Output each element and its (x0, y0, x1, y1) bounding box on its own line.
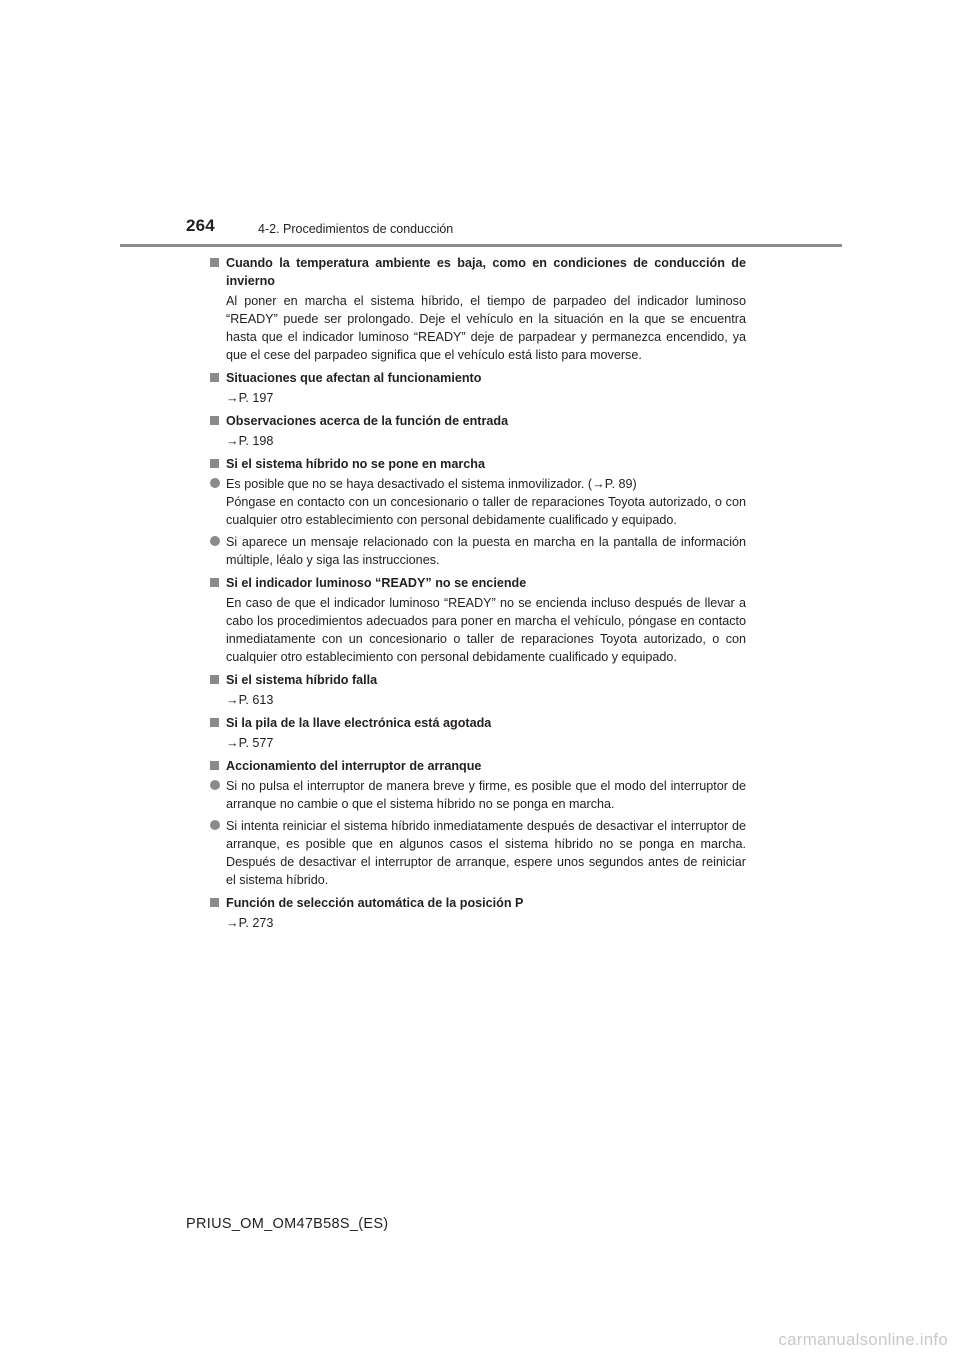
bullet-item (210, 817, 746, 889)
bullet-text: Si no pulsa el interruptor de manera breve y firme, es posible que el modo del interruptor de arranque no cambie o que el sistema híbrido no se ponga en marcha. (226, 779, 746, 811)
topic-body (210, 292, 746, 364)
topic-cold-weather (210, 254, 746, 364)
topic-heading (210, 369, 746, 387)
topic-heading (210, 574, 746, 592)
document-code: PRIUS_OM_OM47B58S_(ES) (186, 1216, 389, 1232)
topic-body-text: Al poner en marcha el sistema híbrido, el tiempo de parpadeo del indicador luminoso “READY” puede ser prolongado. Deje el vehículo en la situación en la que se encuentra hasta que el indicador luminoso “READY” deje de parpadear y permanezca encendido, ya que el cese del parpadeo significa que el vehículo está listo para moverse. (226, 294, 746, 362)
square-bullet-icon (210, 578, 219, 587)
round-bullet-icon (210, 820, 220, 830)
square-bullet-icon (210, 718, 219, 727)
topic-heading-text: Accionamiento del interruptor de arranque (226, 759, 482, 773)
bullet-text-continued: Póngase en contacto con un concesionario o taller de reparaciones Toyota autorizado, o con cualquier otro establecimiento con personal debidamente cualificado y equipado. (226, 495, 746, 527)
square-bullet-icon (210, 761, 219, 770)
square-bullet-icon (210, 459, 219, 468)
page-reference-link[interactable]: →P. 198 (226, 434, 274, 448)
page-number: 264 (186, 216, 215, 235)
topic-heading-text: Si el sistema híbrido no se pone en marcha (226, 457, 485, 471)
square-bullet-icon (210, 373, 219, 382)
page-reference-link[interactable]: →P. 197 (226, 391, 274, 405)
topic-heading-text: Situaciones que afectan al funcionamiento (226, 371, 482, 385)
topic-body (210, 594, 746, 666)
topic-ready-not-lit (210, 574, 746, 666)
topic-heading (210, 894, 746, 912)
square-bullet-icon (210, 416, 219, 425)
bullet-item (210, 777, 746, 813)
topic-heading (210, 412, 746, 430)
round-bullet-icon (210, 780, 220, 790)
page-reference-link[interactable]: →P. 613 (226, 693, 274, 707)
topic-heading-text: Observaciones acerca de la función de entrada (226, 414, 509, 428)
page-content (210, 254, 746, 937)
topic-heading (210, 455, 746, 473)
watermark: carmanualsonline.info (778, 1330, 948, 1349)
square-bullet-icon (210, 258, 219, 267)
topic-heading-text: Si el sistema híbrido falla (226, 673, 378, 687)
bullet-text: Si intenta reiniciar el sistema híbrido inmediatamente después de desactivar el interruptor de arranque, es posible que en algunos casos el sistema híbrido no se ponga en marcha. Después de desactivar el interruptor de arranque, espere unos segundos antes de reiniciar el sistema híbrido. (226, 819, 746, 887)
page-reference-link[interactable]: →P. 577 (226, 736, 274, 750)
topic-heading (210, 254, 746, 290)
topic-heading-text: Si el indicador luminoso “READY” no se enciende (226, 576, 527, 590)
round-bullet-icon (210, 478, 220, 488)
topic-heading-text: Si la pila de la llave electrónica está agotada (226, 716, 492, 730)
bullet-item (210, 475, 746, 529)
topic-heading-text: Cuando la temperatura ambiente es baja, como en condiciones de conducción de invierno (226, 256, 746, 288)
topic-heading (210, 671, 746, 689)
topic-hybrid-no-start (210, 455, 746, 569)
bullet-text: Si aparece un mensaje relacionado con la puesta en marcha en la pantalla de información múltiple, léalo y siga las instrucciones. (226, 535, 746, 567)
topic-body-text: En caso de que el indicador luminoso “READY” no se encienda incluso después de llevar a cabo los procedimientos adecuados para poner en marcha el vehículo, póngase en contacto inmediatamente con un concesionario o taller de reparaciones Toyota autorizado, o con cualquier otro establecimiento con personal debidamente cualificado y equipado. (226, 596, 746, 664)
page-reference-link[interactable]: →P. 273 (226, 916, 274, 930)
topic-heading (210, 757, 746, 775)
topic-start-switch (210, 757, 746, 889)
section-title: 4-2. Procedimientos de conducción (258, 222, 454, 236)
square-bullet-icon (210, 675, 219, 684)
topic-key-battery (210, 714, 746, 752)
bullet-text: Es posible que no se haya desactivado el sistema inmovilizador. (→P. 89) (226, 477, 637, 491)
topic-auto-p-position (210, 894, 746, 932)
topic-entry-function (210, 412, 746, 450)
topic-operating-situations (210, 369, 746, 407)
topic-hybrid-failure (210, 671, 746, 709)
topic-heading-text: Función de selección automática de la posición P (226, 896, 524, 910)
topic-heading (210, 714, 746, 732)
bullet-item (210, 533, 746, 569)
square-bullet-icon (210, 898, 219, 907)
round-bullet-icon (210, 536, 220, 546)
header-rule (120, 244, 842, 247)
